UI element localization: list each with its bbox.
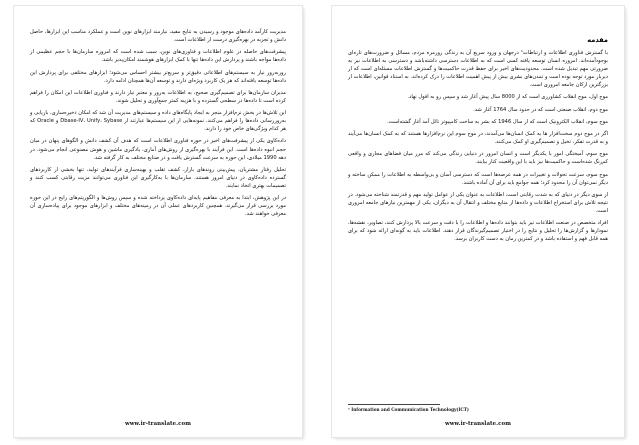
page-title: مقدمه: [587, 36, 608, 44]
footnote: ¹ Information and Communication Technology(ICT): [348, 407, 469, 412]
right-page-body: [348, 36, 608, 248]
page-left: [14, 6, 302, 437]
left-page-footer: www.ir-translate.com: [124, 421, 192, 427]
right-paragraph: اگر در موج دوم سخت‌افزار ها به کمک انسان‌ها می‌آمدند، در موج سوم این نرم‌افزارها هستند که به کمک انسان‌ها می‌آیند و به قدرت تفکر، تخیل و تصمیم‌گیری او کمک می‌کنند.: [348, 131, 608, 146]
page-gutter: [310, 0, 328, 445]
right-paragraph: موج سوم، آمیختگی امور با یکدیگر است و انسان امروز در دنیایی زندگی می‌کند که مرز میان فضاهای مجازی و واقعی کم‌رنگ شده‌است و حاکمیت‌ها نیز باید با این واقعیت کنار بیایند.: [348, 151, 608, 166]
right-paragraph: موج دوم، انقلاب صنعتی است که در حدود سال 1764 آغاز شد.: [473, 106, 608, 113]
right-paragraph: افراد متخصص در صنعت اطلاعات نیز باید بتوانند داده‌ها و اطلاعات را با دقت و سرعت بالا پردازش کنند، تصاویر، نقشه‌ها، نمودارها و گزارش‌ها را تحلیل و نتایج را در اختیار تصمیم‌گیرندگان قرار دهند. اطلاعات باید به گونه‌ای ارائه شود که برای همه قابل فهم و استفاده باشد و در کمترین زمان به دست کاربران برسد.: [348, 220, 608, 243]
left-paragraph: داده‌کاوی یکی از پیشرفت‌های اخیر در حوزه فناوری اطلاعات است که هدف آن کشف دانش و الگوهای پنهان در میان حجم انبوه داده‌ها است. این فرآیند با بهره‌گیری از روش‌های آماری، یادگیری ماشین و هوش مصنوعی انجام می‌شود. در دهه 1990 میلادی، این حوزه به سرعت گسترش یافت و در صنایع مختلف به کار گرفته شد.: [30, 138, 286, 161]
right-paragraph: موج سوم، انقلاب الکترونیک است که از سال 1946 که بشر به ساخت کامپیوتر نائل آمد آغاز گشته‌است.: [387, 118, 608, 125]
footnote-divider: [348, 404, 440, 405]
left-paragraph: در این پژوهش، ابتدا به معرفی مفاهیم پایه‌ای داده‌کاوی پرداخته شده و سپس روش‌ها و الگوریتم‌های رایج در این حوزه مورد بررسی قرار می‌گیرند. همچنین کاربردهای عملی آن در زمینه‌های مختلف و ابزارهای موجود برای پیاده‌سازی آن معرفی خواهند شد.: [30, 195, 286, 218]
left-paragraph: مدیریت کارآمد داده‌های موجود و رسیدن به نتایج مفید، نیازمند ابزارهای نوین است و عملکرد مناسب این ابزارها، حاصل دانش و تجربه در بهره‌گیری درست از اطلاعات است.: [30, 29, 286, 44]
left-paragraph: این تلاش‌ها در بخش نرم‌افزار منجر به ایجاد پایگاه‌های داده و سیستم‌های مدیریت آن شد که امکان ذخیره‌سازی، بازیابی و به‌روزرسانی داده‌ها را فراهم می‌کنند. نمونه‌هایی از این سیستم‌ها عبارتند از Dbase-IV، Unify، Sybase و Oracle که هر کدام ویژگی‌های خاص خود را دارند.: [30, 110, 286, 133]
right-page-footer: www.ir-translate.com: [444, 421, 512, 427]
left-paragraph: مدیران سازمان‌ها برای تصمیم‌گیری صحیح، به اطلاعات به‌روز و معتبر نیاز دارند و فناوری اطلاعات این امکان را فراهم کرده است تا داده‌ها در سطحی گسترده و با هزینه کمتر جمع‌آوری و تحلیل شوند.: [30, 89, 286, 104]
right-paragraph: با گسترش فناوری اطلاعات و ارتباطات¹ درجهان و ورود سریع آن به زندگی روزمره مردم، مسائل و ضرورت‌های تازه‌ای بوجودآمده‌اند. امروزه انسان توسعه یافته کسی است که به اطلاعات دسترسی داشته‌باشد و دسترسی به اطلاعات نیز به ضرورتی مهم تبدیل شده است. محدودیت‌های اخیر برای حفظ قدرت حاکمیت‌ها و گسترش اطلاعات مسئله‌ای است که از دیرباز مورد توجه بوده است و تمدن‌های بشری بیش از پیش اهمیت اطلاعات را درک کرده‌اند. به استناد قوانین، اطلاعات از بزرگترین ارکان جامعه امروزی است.: [348, 50, 608, 89]
right-paragraph: موج سوم، سرعت تحولات و تغییرات در همه عرصه‌ها است که دسترسی آسان و بی‌واسطه به اطلاعات را ممکن ساخته و دیگر نمی‌توان آن را محدود کرد؛ همه جوامع باید برای آن آماده باشند.: [348, 171, 608, 186]
left-paragraph: پیشرفت‌های حاصله در علوم اطلاعات و فناوری‌های نوین، سبب شده است که امروزه سازمان‌ها با حجم عظیمی از داده‌ها مواجه باشند و پردازش این داده‌ها تنها با کمک ابزارهای هوشمند امکان‌پذیر باشد.: [30, 49, 286, 64]
page-right: [332, 6, 624, 437]
right-paragraph: موج اول، موج انقلاب کشاورزی است که از 8000 سال پیش آغاز شد و سپس رو به افول نهاد.: [407, 94, 608, 101]
left-page-body: [30, 28, 286, 222]
right-paragraph: از سوی دیگر در دنیای که به شدت رقابتی است، اطلاعات به عنوان یکی از عوامل تولید مهم و قدرتمند شناخته می‌شود. در نتیجه تلاش برای استخراج اطلاعات و داده‌ها از منابع مختلف و انتقال آن به دیگران، یکی از مهمترین نیازهای جامعه امروزی است.: [348, 191, 608, 215]
left-paragraph: تحلیل رفتار مشتریان، پیش‌بینی روندهای بازار، کشف تقلب و بهینه‌سازی فرآیندهای تولید، تنها بخشی از کاربردهای گسترده داده‌کاوی در دنیای امروز هستند. سازمان‌ها با به‌کارگیری این فناوری می‌توانند مزیت رقابتی کسب کنند و تصمیمات بهتری اتخاذ نمایند.: [30, 166, 286, 189]
left-paragraph: روزبه‌روز نیاز به سیستم‌های اطلاعاتی دقیق‌تر و سریع‌تر بیشتر احساس می‌شود؛ ابزارهای مختلفی برای پردازش این داده‌ها توسعه یافته‌اند که هر یک کاربرد ویژه‌ای دارند و توسعه آن‌ها همچنان ادامه دارد.: [30, 69, 286, 84]
